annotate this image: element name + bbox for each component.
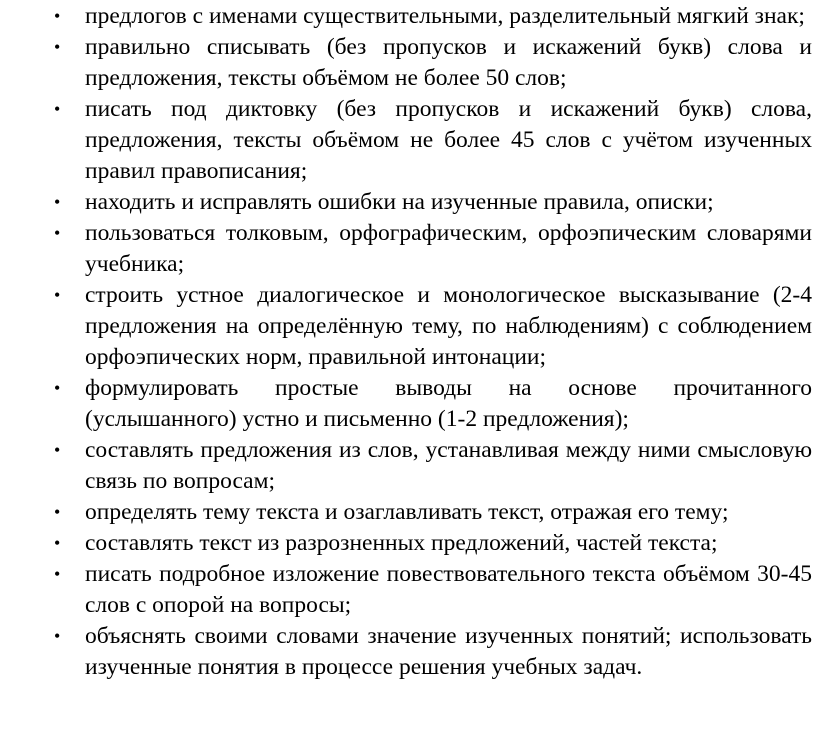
list-item <box>0 1 816 32</box>
bullet-icon: • <box>54 37 61 57</box>
list-item-text: строить устное диалогическое и монологическое высказывание (2-4 предложения на определённую тему, по наблюдениям) с соблюдением орфоэпических норм, правильной интонации; <box>85 282 812 370</box>
bullet-icon: • <box>54 533 61 553</box>
list-item-text: писать подробное изложение повествовательного текста объёмом 30-45 слов с опорой на вопросы; <box>85 561 812 618</box>
list-item-text: определять тему текста и озаглавливать текст, отражая его тему; <box>85 499 729 525</box>
list-item-text: писать под диктовку (без пропусков и искажений букв) слова, предложения, тексты объёмом не более 45 слов с учётом изученных правил правописания; <box>85 96 812 184</box>
bullet-icon: • <box>54 564 61 584</box>
bullet-icon: • <box>54 502 61 522</box>
list-item <box>0 32 816 94</box>
list-item <box>0 621 816 683</box>
list-item-text: объяснять своими словами значение изученных понятий; использовать изученные понятия в процессе решения учебных задач. <box>85 623 812 680</box>
bullet-icon: • <box>54 626 61 646</box>
list-item <box>0 559 816 621</box>
list-item <box>0 435 816 497</box>
bullet-icon: • <box>54 285 61 305</box>
list-item <box>0 94 816 187</box>
list-item <box>0 528 816 559</box>
list-item <box>0 373 816 435</box>
list-item-text: пользоваться толковым, орфографическим, орфоэпическим словарями учебника; <box>85 220 812 277</box>
bullet-list <box>0 1 816 683</box>
bullet-icon: • <box>54 440 61 460</box>
list-item-text: правильно списывать (без пропусков и искажений букв) слова и предложения, тексты объёмом не более 50 слов; <box>85 34 812 91</box>
bullet-icon: • <box>54 99 61 119</box>
list-item-text: формулировать простые выводы на основе прочитанного (услышанного) устно и письменно (1-2 предложения); <box>85 375 812 432</box>
list-item-text: предлогов с именами существительными, разделительный мягкий знак; <box>85 3 805 29</box>
list-item <box>0 497 816 528</box>
list-item-text: находить и исправлять ошибки на изученные правила, описки; <box>85 189 714 215</box>
list-item-text: составлять текст из разрозненных предложений, частей текста; <box>85 530 718 556</box>
list-item-text: составлять предложения из слов, устанавливая между ними смысловую связь по вопросам; <box>85 437 812 494</box>
bullet-icon: • <box>54 192 61 212</box>
list-item <box>0 218 816 280</box>
bullet-icon: • <box>54 6 61 26</box>
list-item <box>0 187 816 218</box>
bullet-icon: • <box>54 378 61 398</box>
list-item <box>0 280 816 373</box>
bullet-icon: • <box>54 223 61 243</box>
